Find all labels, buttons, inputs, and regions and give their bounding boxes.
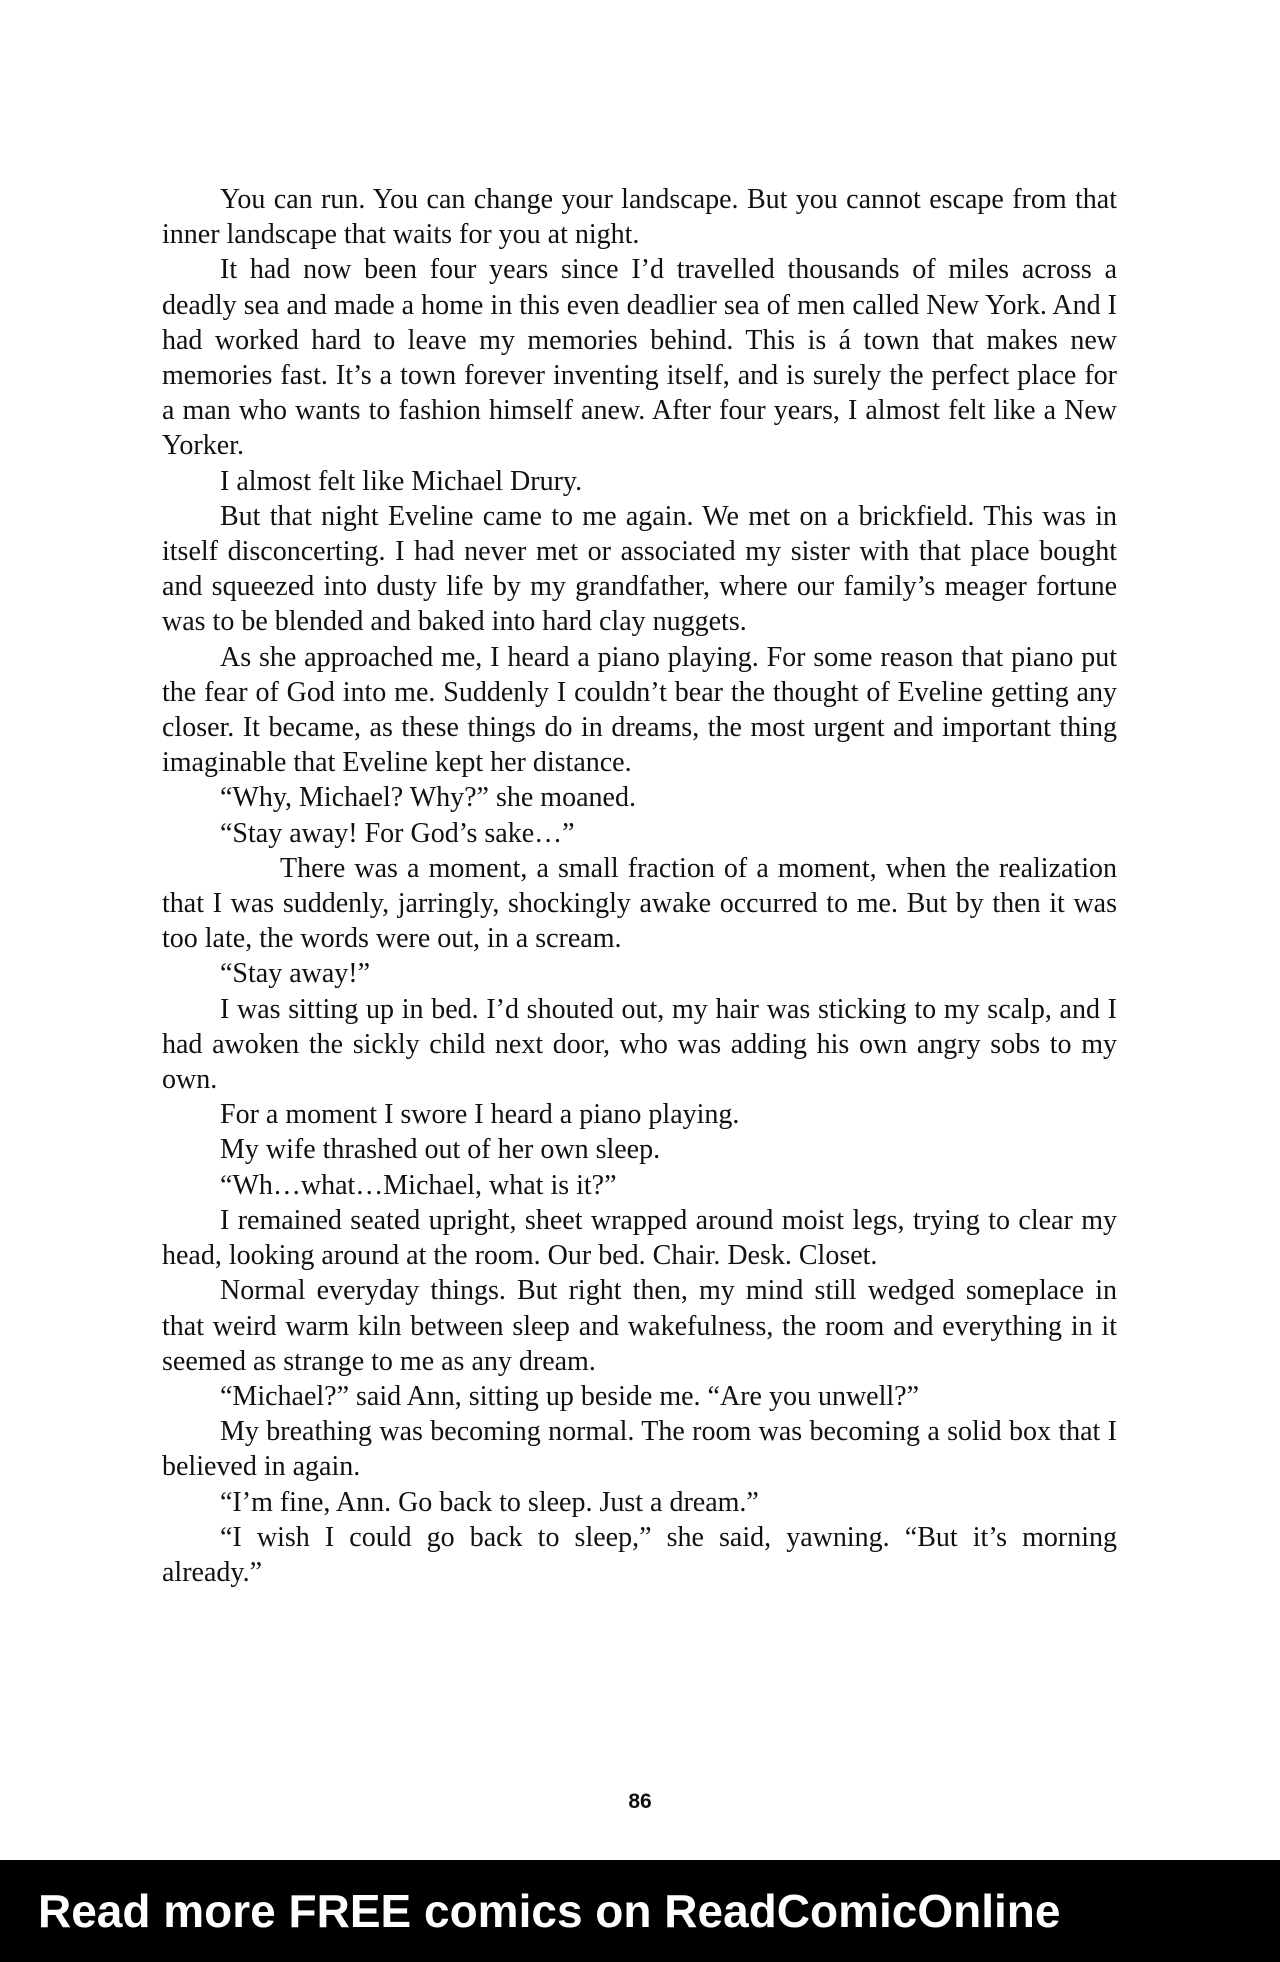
paragraph: “I’m fine, Ann. Go back to sleep. Just a dream.” bbox=[220, 1486, 759, 1518]
promo-banner[interactable] bbox=[0, 1860, 1280, 1962]
page-number: 86 bbox=[628, 1790, 652, 1813]
paragraph: My wife thrashed out of her own sleep. bbox=[220, 1134, 661, 1166]
paragraph: But that night Eveline came to me again. We met on a brickfield. This was in itself disconcerting. I had never met or associated my sister with that place bought and squeezed into dusty life by my grandfather, where our family’s meager fortune was to be blended and baked into hard clay nuggets. bbox=[162, 500, 1117, 638]
paragraph: For a moment I swore I heard a piano playing. bbox=[220, 1099, 740, 1131]
body-text bbox=[162, 182, 1117, 1590]
paragraph: There was a moment, a small fraction of a moment, when the realization that I was suddenly, jarringly, shockingly awake occurred to me. But by then it was too late, the words were out, in a scream. bbox=[162, 852, 1117, 955]
paragraph: “Why, Michael? Why?” she moaned. bbox=[220, 782, 636, 814]
paragraph: You can run. You can change your landscape. But you cannot escape from that inner landscape that waits for you at night. bbox=[162, 184, 1117, 251]
promo-banner-text[interactable]: Read more FREE comics on ReadComicOnline bbox=[38, 1885, 1061, 1937]
paragraph: As she approached me, I heard a piano playing. For some reason that piano put the fear of God into me. Suddenly I couldn’t bear the thought of Eveline getting any closer. It became, as these things do in dreams, the most urgent and important thing imaginable that Eveline kept her distance. bbox=[162, 641, 1117, 779]
paragraph: “I wish I could go back to sleep,” she said, yawning. “But it’s morning already.” bbox=[162, 1521, 1117, 1588]
paragraph: I almost felt like Michael Drury. bbox=[220, 465, 583, 497]
paragraph: I remained seated upright, sheet wrapped around moist legs, trying to clear my head, looking around at the room. Our bed. Chair. Desk. Closet. bbox=[162, 1204, 1117, 1272]
paragraph: “Wh…what…Michael, what is it?” bbox=[220, 1169, 617, 1201]
paragraph: “Stay away!” bbox=[220, 958, 371, 990]
paragraph: “Michael?” said Ann, sitting up beside me. “Are you unwell?” bbox=[220, 1380, 920, 1412]
paragraph: I was sitting up in bed. I’d shouted out, my hair was sticking to my scalp, and I had awoken the sickly child next door, who was adding his own angry sobs to my own. bbox=[162, 993, 1117, 1096]
paragraph: My breathing was becoming normal. The room was becoming a solid box that I believed in again. bbox=[162, 1416, 1117, 1483]
paragraph: It had now been four years since I’d travelled thousands of miles across a deadly sea and made a home in this even deadlier sea of men called New York. And I had worked hard to leave my memories behind. This is á town that makes new memories fast. It’s a town forever inventing itself, and is surely the perfect place for a man who wants to fashion himself anew. After four years, I almost felt like a New Yorker. bbox=[162, 254, 1117, 462]
paragraph: “Stay away! For God’s sake…” bbox=[220, 817, 575, 849]
paragraph: Normal everyday things. But right then, my mind still wedged someplace in that weird warm kiln between sleep and wakefulness, the room and everything in it seemed as strange to me as any dream. bbox=[162, 1275, 1117, 1377]
